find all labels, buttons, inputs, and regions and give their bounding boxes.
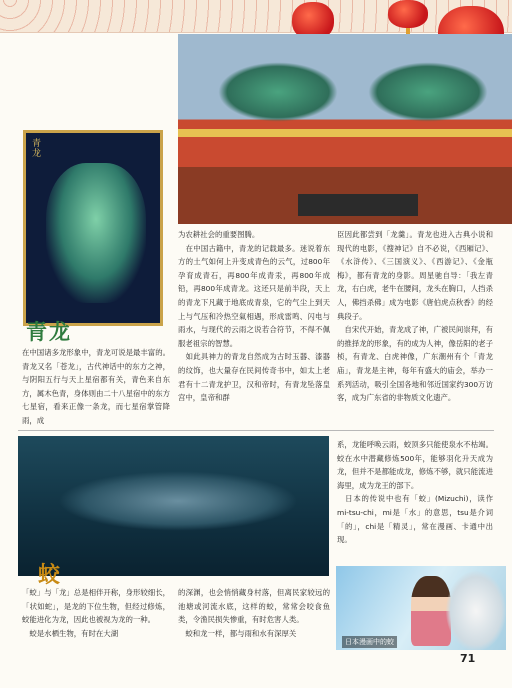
roof-dragon-left	[218, 62, 338, 122]
anime-image-caption: 日本漫画中的蛟	[342, 636, 397, 648]
jiao-heading: 蛟	[38, 562, 61, 588]
anime-white-dragon	[446, 571, 506, 650]
jiao-column-1: 「蛟」与「龙」总是相伴开称，身形较细长，「状如蛇」，是龙的下位生物，但经过修炼，蛟能进化为龙，因此也被视为龙的一种。 蛟是水栖生物，有时在大湖	[22, 588, 170, 638]
page-number: 71	[460, 652, 476, 665]
jiao-column-3: 系，龙能呼唤云雨，蛟顶多只能使泉水不枯竭。蛟在水中潜藏修炼500年，能够羽化升天成为龙，但并不是都能成龙，修炼不够，就只能流进海里，成为龙王的部下。 日本的传说中也有「蛟」(Mizuchi)，读作mi-tsu-chi，mi是「水」的意思，tsu是介词「的」，chi是「精灵」，常在漫画、卡通中出现。	[337, 440, 493, 545]
red-lantern-center	[388, 0, 428, 28]
roof-edge	[178, 129, 512, 137]
card-title: 青龙	[32, 139, 42, 159]
decorative-banner	[0, 0, 512, 33]
temple-plaque	[298, 194, 418, 216]
jiao-column-2: 的深渊，也会悄悄藏身村落，但离民家较远的池塘或河流水底，这样的蛟，常常会咬食鱼类，令渔民损失惨重，有时危害人类。 蛟和龙一样，都与雨和水有深厚关	[178, 588, 330, 638]
qinglong-heading: 青龙	[26, 319, 72, 344]
anime-girl-figure	[411, 576, 451, 646]
qinglong-column-2: 为农耕社会的重要图腾。 在中国古籍中，青龙的记载最多。迷说着东方的土气如何上升变成青色的云气，过800年孕育成青石，再800年成青汞，再800年成铅，再800年成青龙。这还只是前半段，天上的青龙下凡藏于地底成青泉，它的气尘上到天上与气压和冷热空氣相遇，形成雷鸣、闪电与雨水，与现代的云雨之说若合符节，不得不佩服老祖宗的智慧。 如此具神力的青龙自然成为古时玉器、漆器的纹饰，也大量存在民间传奇书中，如太上老君有十二青龙护卫，汉和帝时，有青龙坠落皇宫中，皇帝和群	[178, 230, 330, 403]
azure-dragon-illustration	[46, 163, 146, 303]
roof-dragon-right	[368, 62, 488, 122]
temple-roof-photo	[178, 34, 512, 224]
qinglong-column-3: 臣因此都尝到「龙羹」。青龙也进入古典小说和现代的电影，《搜神记》自不必说，《西厢记》、《水浒传》、《三国演义》、《西游记》、《金瓶梅》，都有青龙的身影。周星驰自导：「我左青龙，右白虎，老牛在腰间，龙头在胸口，人挡杀人，佛挡杀佛」成为电影《唐伯虎点秋香》的经典段子。 自宋代开始，青龙成了神，广被民间崇拜，有的推择龙的形象，有的成为人神，像岳阳的老子桢，有青龙、白虎神像，广东潮州有个「青龙庙」，青龙是主神，每年有盛大的庙会，举办一系列活动，吸引全国各地和邻近国家约300万访客，成为广东省的非物质文化遗产。	[337, 230, 493, 403]
qinglong-card-image	[23, 130, 163, 326]
qinglong-column-1: 在中国诸多龙形象中，青龙可说是最丰富的。青龙又名「苍龙」，古代神话中的东方之神，与阴阳五行与天上星宿都有关，青色来自东方，属木色青，身体则由二十八星宿中的东方七星宿，看来正像一条龙，而七星宿掌管降雨，成	[22, 348, 170, 425]
sea-serpent-illustration	[58, 471, 298, 531]
section-divider	[18, 430, 494, 431]
jiao-sea-serpent-image	[18, 436, 329, 576]
